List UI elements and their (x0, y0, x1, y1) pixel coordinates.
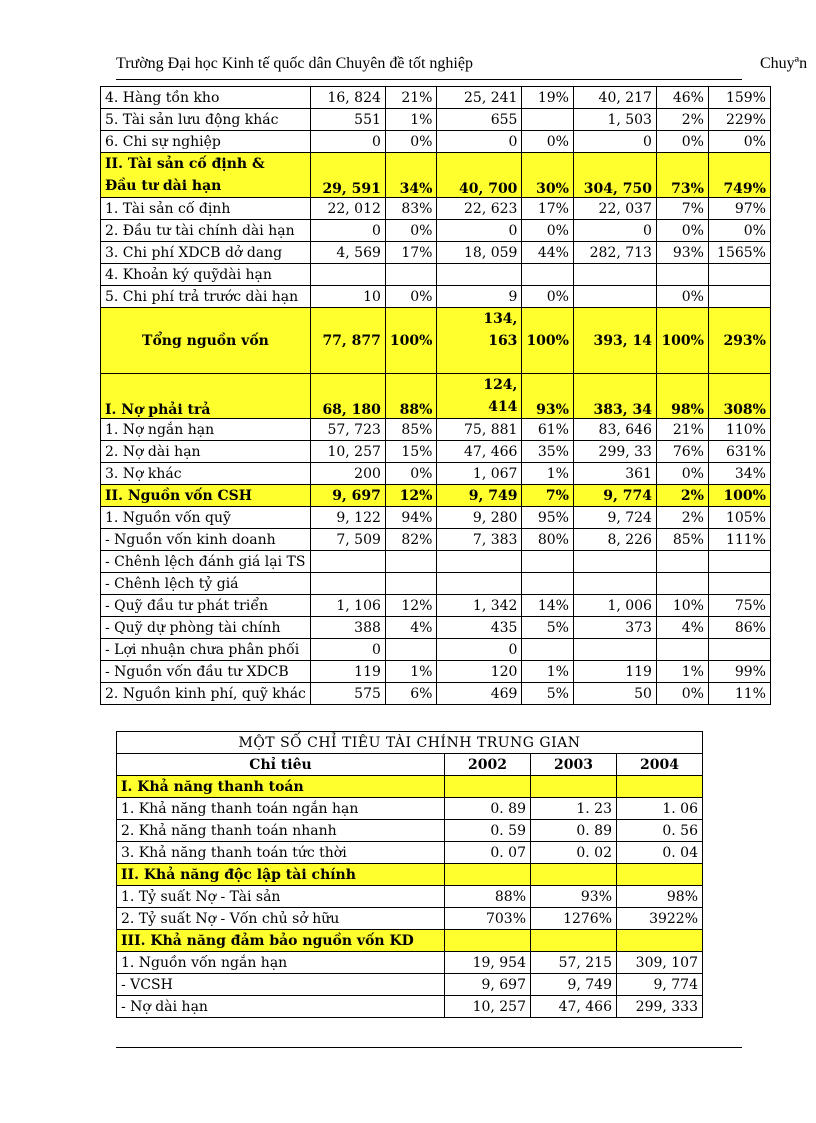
table-cell (522, 109, 574, 131)
table-cell (531, 776, 617, 798)
table-cell: 159% (708, 87, 770, 109)
table-row (117, 974, 703, 996)
table-cell (573, 264, 656, 286)
table-cell: 4% (385, 617, 437, 639)
ratios-section-row (117, 776, 703, 798)
liabilities-row (101, 374, 771, 419)
year-header: 2002 (445, 754, 531, 776)
table-cell: 76% (656, 441, 708, 463)
table-cell (445, 776, 531, 798)
table-cell: 304, 750 (573, 153, 656, 198)
table-cell: 0 (310, 639, 385, 661)
row-label: 5. Tài sản lưu động khác (101, 109, 311, 131)
table-cell: 34% (708, 463, 770, 485)
row-label: - Chênh lệch đánh giá lại TS (101, 551, 311, 573)
table-cell: 0 (437, 131, 522, 153)
table-cell: 0. 04 (617, 842, 703, 864)
column-header: Chỉ tiêu (117, 754, 445, 776)
table-cell: 2% (656, 507, 708, 529)
table-cell: 4, 569 (310, 242, 385, 264)
row-label: - Nợ dài hạn (117, 996, 445, 1018)
year-header: 2004 (617, 754, 703, 776)
table-row (101, 242, 771, 264)
table-cell: 0% (656, 286, 708, 308)
table-row (101, 131, 771, 153)
row-label: 3. Nợ khác (101, 463, 311, 485)
ratios-title-row (117, 732, 703, 754)
table-row (117, 820, 703, 842)
table-row (101, 661, 771, 683)
row-label: 4. Hàng tồn kho (101, 87, 311, 109)
table-cell: 1, 106 (310, 595, 385, 617)
table-cell: 1% (385, 109, 437, 131)
table-cell: 47, 466 (437, 441, 522, 463)
table-cell: 0% (656, 683, 708, 705)
table-cell: 83, 646 (573, 419, 656, 441)
table-cell: 14% (522, 595, 574, 617)
table-cell: 85% (385, 419, 437, 441)
table-cell: 7% (522, 485, 574, 507)
page-header-title: Trường Đại học Kinh tế quốc dân Chuyên đề tốt nghiệp (116, 55, 473, 72)
table-cell: 703% (445, 908, 531, 930)
table-cell: 308% (708, 374, 770, 419)
table-cell: 85% (656, 529, 708, 551)
table-cell (573, 573, 656, 595)
table-cell: 35% (522, 441, 574, 463)
table-cell: 0 (573, 220, 656, 242)
table-cell: 0 (573, 131, 656, 153)
table-cell: 19, 954 (445, 952, 531, 974)
table-cell (522, 639, 574, 661)
table-cell: 105% (708, 507, 770, 529)
table-cell: 1, 342 (437, 595, 522, 617)
table-cell (656, 573, 708, 595)
table-row (117, 798, 703, 820)
table-cell: 435 (437, 617, 522, 639)
row-label: 1. Tài sản cố định (101, 198, 311, 220)
financial-ratios-table (116, 731, 703, 1018)
table-cell: 61% (522, 419, 574, 441)
table-cell: 0% (656, 463, 708, 485)
table-cell: 0 (437, 220, 522, 242)
table-cell: 10, 257 (445, 996, 531, 1018)
row-label: 1. Nguồn vốn quỹ (101, 507, 311, 529)
table-cell (656, 551, 708, 573)
table-cell: 100% (656, 308, 708, 374)
table-cell: 5% (522, 683, 574, 705)
table-cell: 10 (310, 286, 385, 308)
table-cell: 1% (522, 661, 574, 683)
table-cell: 631% (708, 441, 770, 463)
table-cell: 3922% (617, 908, 703, 930)
table-cell: 0. 59 (445, 820, 531, 842)
table-cell: 10, 257 (310, 441, 385, 463)
table-cell: 88% (445, 886, 531, 908)
table-cell: 22, 037 (573, 198, 656, 220)
table-row (101, 529, 771, 551)
table-row (101, 441, 771, 463)
table-cell: 19% (522, 87, 574, 109)
row-label: 2. Tỷ suất Nợ - Vốn chủ sở hữu (117, 908, 445, 930)
table-cell: 77, 877 (310, 308, 385, 374)
table-cell: 75, 881 (437, 419, 522, 441)
table-cell: 1276% (531, 908, 617, 930)
table-cell: 7, 509 (310, 529, 385, 551)
table-cell: 110% (708, 419, 770, 441)
table-cell: 21% (656, 419, 708, 441)
table-cell: 383, 34 (573, 374, 656, 419)
table-cell: 9, 749 (531, 974, 617, 996)
row-label: 2. Nợ dài hạn (101, 441, 311, 463)
table-cell: 0. 56 (617, 820, 703, 842)
table-cell: 9, 122 (310, 507, 385, 529)
table-cell: 30% (522, 153, 574, 198)
table-cell (617, 864, 703, 886)
table-cell (708, 573, 770, 595)
table-cell: 98% (617, 886, 703, 908)
table-cell: 22, 623 (437, 198, 522, 220)
table-cell: 12% (385, 595, 437, 617)
row-label: - Lợi nhuận chưa phân phối (101, 639, 311, 661)
table-cell: 15% (385, 441, 437, 463)
table-cell: 0. 07 (445, 842, 531, 864)
table-cell: 29, 591 (310, 153, 385, 198)
table-cell (522, 264, 574, 286)
row-label: II. Nguồn vốn CSH (101, 485, 311, 507)
table-cell: 6% (385, 683, 437, 705)
table-cell: 9, 724 (573, 507, 656, 529)
table-cell (531, 930, 617, 952)
row-label: - VCSH (117, 974, 445, 996)
table-cell (437, 551, 522, 573)
table-cell: 119 (573, 661, 656, 683)
table-row (117, 952, 703, 974)
cell-line: 163 (488, 333, 518, 349)
table-cell: 1% (522, 463, 574, 485)
table-row (117, 908, 703, 930)
table-cell: 7, 383 (437, 529, 522, 551)
table-cell: 9 (437, 286, 522, 308)
page-header-right: Chuyªn (760, 55, 808, 72)
table-cell: 309, 107 (617, 952, 703, 974)
table-cell: 469 (437, 683, 522, 705)
table-cell: 47, 466 (531, 996, 617, 1018)
cell-line: Đầu tư dài hạn (105, 178, 222, 194)
table-cell: 575 (310, 683, 385, 705)
table-cell: 0% (522, 220, 574, 242)
table-row (101, 639, 771, 661)
table-cell (617, 776, 703, 798)
table-cell: 229% (708, 109, 770, 131)
table-cell: 5% (522, 617, 574, 639)
table-cell (708, 286, 770, 308)
table-row (101, 683, 771, 705)
table-cell: 749% (708, 153, 770, 198)
table-row (101, 198, 771, 220)
row-label: - Quỹ dự phòng tài chính (101, 617, 311, 639)
table-cell: 21% (385, 87, 437, 109)
header-divider (116, 79, 742, 80)
table-row (117, 886, 703, 908)
row-label: - Quỹ đầu tư phát triển (101, 595, 311, 617)
cell-line: 124, (483, 377, 518, 393)
table-cell: 82% (385, 529, 437, 551)
table-cell: 1% (656, 661, 708, 683)
cell-line: II. Tài sản cố định & (105, 156, 265, 172)
table-cell (445, 864, 531, 886)
table-cell: 0% (708, 220, 770, 242)
table-cell: 1. 06 (617, 798, 703, 820)
table-cell (310, 264, 385, 286)
table-cell (437, 374, 522, 419)
table-cell: 373 (573, 617, 656, 639)
table-cell: 1, 006 (573, 595, 656, 617)
row-label: 4. Khoản ký quỹdài hạn (101, 264, 311, 286)
table-cell (656, 639, 708, 661)
table-cell: 50 (573, 683, 656, 705)
table-cell: 18, 059 (437, 242, 522, 264)
table-row (101, 573, 771, 595)
table-row (117, 842, 703, 864)
table-cell: 0% (385, 131, 437, 153)
table-cell: 98% (656, 374, 708, 419)
table-cell: 93% (522, 374, 574, 419)
row-label: 3. Khả năng thanh toán tức thời (117, 842, 445, 864)
table-cell: 22, 012 (310, 198, 385, 220)
table-title: MỘT SỐ CHỈ TIÊU TÀI CHÍNH TRUNG GIAN (117, 732, 703, 754)
footer-divider (116, 1047, 742, 1048)
table-cell: 9, 697 (310, 485, 385, 507)
ratios-section-row (117, 864, 703, 886)
year-header: 2003 (531, 754, 617, 776)
row-label: 2. Đầu tư tài chính dài hạn (101, 220, 311, 242)
table-cell (385, 264, 437, 286)
table-row (101, 87, 771, 109)
table-cell: 1, 503 (573, 109, 656, 131)
table-cell: 44% (522, 242, 574, 264)
table-cell: 293% (708, 308, 770, 374)
table-cell: 1. 23 (531, 798, 617, 820)
table-cell (708, 639, 770, 661)
table-cell: 80% (522, 529, 574, 551)
table-cell: 0 (310, 131, 385, 153)
cell-line: 414 (488, 399, 518, 415)
table-cell: 200 (310, 463, 385, 485)
table-cell: 99% (708, 661, 770, 683)
section-title: II. Khả năng độc lập tài chính (117, 864, 445, 886)
table-cell: 12% (385, 485, 437, 507)
table-cell: 0% (385, 463, 437, 485)
table-cell: 0% (522, 131, 574, 153)
table-row (101, 595, 771, 617)
table-cell: 0% (385, 220, 437, 242)
table-cell: 0. 02 (531, 842, 617, 864)
table-cell: 0 (310, 220, 385, 242)
table-cell: 655 (437, 109, 522, 131)
table-cell: 2% (656, 109, 708, 131)
row-label: - Chênh lệch tỷ giá (101, 573, 311, 595)
table-cell: 95% (522, 507, 574, 529)
table-cell: 75% (708, 595, 770, 617)
row-label: - Nguồn vốn đầu tư XDCB (101, 661, 311, 683)
section-row-fixed-assets (101, 153, 771, 198)
table-cell: 100% (708, 485, 770, 507)
table-cell: 25, 241 (437, 87, 522, 109)
table-row (117, 996, 703, 1018)
table-row (101, 264, 771, 286)
table-cell: 9, 697 (445, 974, 531, 996)
balance-sheet-table (100, 86, 771, 705)
table-cell (310, 551, 385, 573)
table-row (101, 220, 771, 242)
table-cell: 361 (573, 463, 656, 485)
table-cell: 16, 824 (310, 87, 385, 109)
table-cell: 0. 89 (445, 798, 531, 820)
table-cell: 388 (310, 617, 385, 639)
table-row (101, 485, 771, 507)
table-row (101, 463, 771, 485)
table-cell (310, 573, 385, 595)
table-cell: 97% (708, 198, 770, 220)
row-label: Tổng nguồn vốn (101, 308, 311, 374)
table-row (101, 617, 771, 639)
table-cell: 57, 723 (310, 419, 385, 441)
table-cell: 83% (385, 198, 437, 220)
table-cell (617, 930, 703, 952)
table-cell: 299, 33 (573, 441, 656, 463)
table-cell: 57, 215 (531, 952, 617, 974)
ratios-section-row (117, 930, 703, 952)
table-cell: 94% (385, 507, 437, 529)
table-cell: 2% (656, 485, 708, 507)
table-cell: 10% (656, 595, 708, 617)
table-cell: 1, 067 (437, 463, 522, 485)
table-cell: 9, 749 (437, 485, 522, 507)
row-label: 1. Khả năng thanh toán ngắn hạn (117, 798, 445, 820)
table-cell (437, 308, 522, 374)
table-cell: 8, 226 (573, 529, 656, 551)
table-cell (522, 551, 574, 573)
table-cell: 9, 774 (573, 485, 656, 507)
table-row (101, 507, 771, 529)
table-cell: 0% (708, 131, 770, 153)
table-row (101, 419, 771, 441)
row-label: 2. Khả năng thanh toán nhanh (117, 820, 445, 842)
row-label: 3. Chi phí XDCB dở dang (101, 242, 311, 264)
table-cell: 93% (531, 886, 617, 908)
table-cell (531, 864, 617, 886)
row-label: - Nguồn vốn kinh doanh (101, 529, 311, 551)
table-cell (385, 639, 437, 661)
table-cell (708, 264, 770, 286)
table-cell: 7% (656, 198, 708, 220)
table-cell: 299, 333 (617, 996, 703, 1018)
table-cell: 17% (385, 242, 437, 264)
table-cell: 282, 713 (573, 242, 656, 264)
table-cell (573, 639, 656, 661)
table-cell (437, 573, 522, 595)
table-cell: 40, 217 (573, 87, 656, 109)
table-cell: 393, 14 (573, 308, 656, 374)
table-cell: 111% (708, 529, 770, 551)
table-cell: 1565% (708, 242, 770, 264)
table-cell: 17% (522, 198, 574, 220)
table-cell (708, 551, 770, 573)
table-cell: 100% (385, 308, 437, 374)
row-label: 6. Chi sự nghiệp (101, 131, 311, 153)
table-cell: 88% (385, 374, 437, 419)
row-label: 2. Nguồn kinh phí, quỹ khác (101, 683, 311, 705)
table-cell (522, 573, 574, 595)
table-cell (573, 551, 656, 573)
table-cell: 9, 774 (617, 974, 703, 996)
table-cell: 34% (385, 153, 437, 198)
table-cell: 68, 180 (310, 374, 385, 419)
table-cell: 11% (708, 683, 770, 705)
row-label: 1. Tỷ suất Nợ - Tài sản (117, 886, 445, 908)
row-label: 1. Nợ ngắn hạn (101, 419, 311, 441)
table-cell: 551 (310, 109, 385, 131)
table-cell (573, 286, 656, 308)
row-label: 5. Chi phí trả trước dài hạn (101, 286, 311, 308)
row-label: 1. Nguồn vốn ngắn hạn (117, 952, 445, 974)
table-cell: 46% (656, 87, 708, 109)
table-cell: 0 (437, 639, 522, 661)
table-row (101, 286, 771, 308)
table-cell: 0. 89 (531, 820, 617, 842)
table-cell: 0% (656, 220, 708, 242)
table-cell: 4% (656, 617, 708, 639)
table-row (101, 551, 771, 573)
table-cell (656, 264, 708, 286)
table-cell: 40, 700 (437, 153, 522, 198)
table-cell: 86% (708, 617, 770, 639)
ratios-header-row (117, 754, 703, 776)
table-cell (101, 153, 311, 198)
table-cell (385, 573, 437, 595)
table-cell: 93% (656, 242, 708, 264)
table-cell: 120 (437, 661, 522, 683)
table-cell: 1% (385, 661, 437, 683)
table-cell: 100% (522, 308, 574, 374)
table-cell (385, 551, 437, 573)
table-cell (445, 930, 531, 952)
table-cell: 0% (522, 286, 574, 308)
table-cell: 73% (656, 153, 708, 198)
section-title: I. Khả năng thanh toán (117, 776, 445, 798)
cell-line: 134, (483, 311, 518, 327)
table-cell: 0% (656, 131, 708, 153)
row-label: I. Nợ phải trả (101, 374, 311, 419)
section-title: III. Khả năng đảm bảo nguồn vốn KD (117, 930, 445, 952)
table-row (101, 109, 771, 131)
total-resources-row (101, 308, 771, 374)
table-cell: 9, 280 (437, 507, 522, 529)
table-cell: 0% (385, 286, 437, 308)
table-cell: 119 (310, 661, 385, 683)
table-cell (437, 264, 522, 286)
